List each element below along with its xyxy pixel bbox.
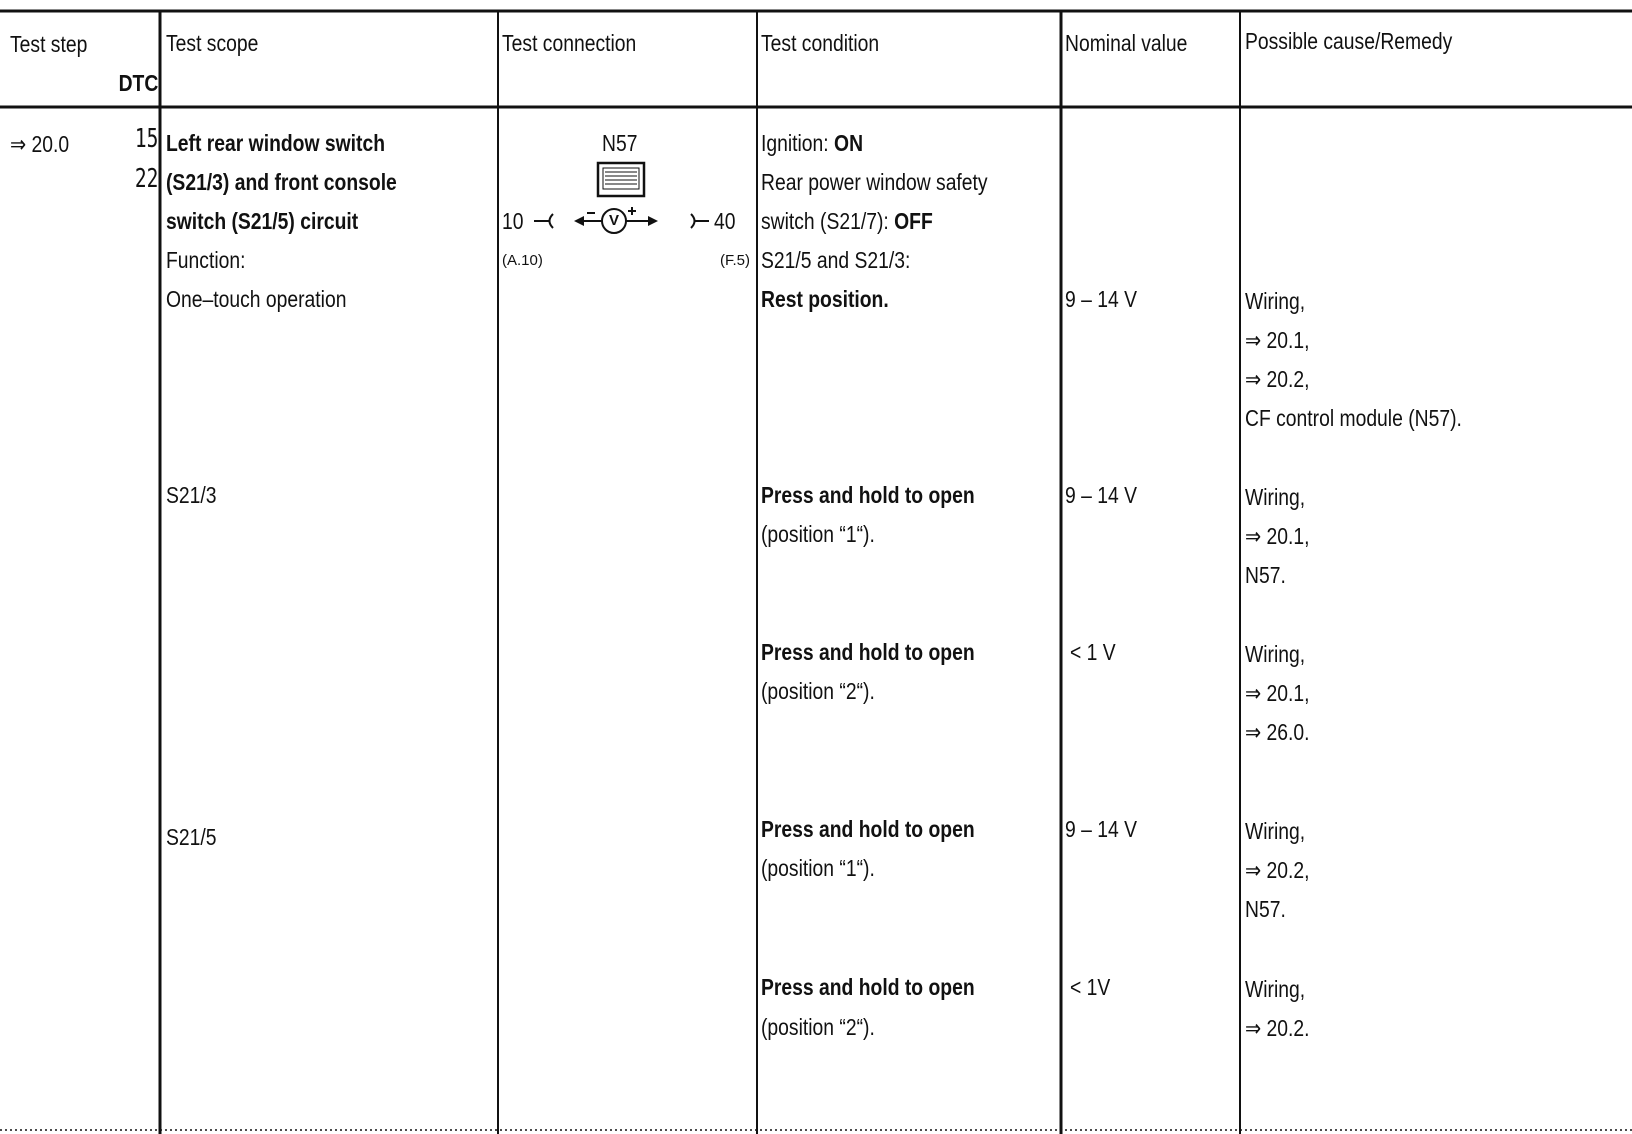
- remedy-row-2-line-1: Wiring,: [1245, 484, 1306, 510]
- nominal-value-row-1: 9 – 14 V: [1065, 286, 1137, 312]
- connection-left-pin: 10: [502, 208, 524, 234]
- scope-title-line-3: switch (S21/5) circuit: [166, 208, 359, 234]
- header-dtc: DTC: [118, 70, 158, 96]
- remedy-row-1-line-2: ⇒ 20.1,: [1245, 327, 1310, 353]
- scope-function-value: One–touch operation: [166, 286, 347, 312]
- remedy-row-4-line-1: Wiring,: [1245, 818, 1306, 844]
- header-test-scope: Test scope: [166, 30, 259, 56]
- header-test-condition: Test condition: [761, 30, 880, 56]
- remedy-row-1-line-4: CF control module (N57).: [1245, 405, 1462, 431]
- header-test-connection: Test connection: [502, 30, 637, 56]
- condition-rest-position: Rest position.: [761, 286, 889, 312]
- condition-press-open-4: Press and hold to open: [761, 974, 975, 1000]
- remedy-row-4-line-3: N57.: [1245, 896, 1286, 922]
- remedy-row-4-line-2: ⇒ 20.2,: [1245, 857, 1310, 883]
- remedy-row-5-line-2: ⇒ 20.2.: [1245, 1015, 1310, 1041]
- condition-safety-line-1: Rear power window safety: [761, 169, 988, 195]
- nominal-value-row-3: < 1 V: [1070, 639, 1116, 665]
- condition-switches: S21/5 and S21/3:: [761, 247, 911, 273]
- scope-s21-3: S21/3: [166, 482, 217, 508]
- header-test-step: Test step: [10, 31, 88, 57]
- condition-safety-line-2: switch (S21/7): OFF: [761, 208, 933, 234]
- header-nominal-value: Nominal value: [1065, 30, 1188, 56]
- condition-press-open-1: Press and hold to open: [761, 482, 975, 508]
- remedy-row-1-line-3: ⇒ 20.2,: [1245, 366, 1310, 392]
- remedy-row-3-line-2: ⇒ 20.1,: [1245, 680, 1310, 706]
- scope-title-line-2: (S21/3) and front console: [166, 169, 397, 195]
- condition-position-1: (position “1“).: [761, 521, 875, 547]
- voltmeter-symbol: V: [608, 212, 619, 229]
- scope-s21-5: S21/5: [166, 824, 217, 850]
- test-step-number: ⇒ 20.0: [10, 131, 70, 157]
- connection-left-sub: (A.10): [502, 252, 543, 269]
- connection-right-pin: 40: [714, 208, 736, 234]
- scope-title-line-1: Left rear window switch: [166, 130, 386, 156]
- dtc-code-22: 22: [134, 164, 158, 194]
- condition-position-3: (position “1“).: [761, 855, 875, 881]
- condition-position-2: (position “2“).: [761, 678, 875, 704]
- connection-module-label: N57: [602, 130, 638, 156]
- remedy-row-2-line-2: ⇒ 20.1,: [1245, 523, 1310, 549]
- condition-position-4: (position “2“).: [761, 1014, 875, 1040]
- nominal-value-row-5: < 1V: [1070, 974, 1111, 1000]
- nominal-value-row-2: 9 – 14 V: [1065, 482, 1137, 508]
- header-possible-cause: Possible cause/Remedy: [1245, 28, 1453, 54]
- nominal-value-row-4: 9 – 14 V: [1065, 816, 1137, 842]
- remedy-row-5-line-1: Wiring,: [1245, 976, 1306, 1002]
- remedy-row-3-line-3: ⇒ 26.0.: [1245, 719, 1310, 745]
- condition-press-open-2: Press and hold to open: [761, 639, 975, 665]
- remedy-row-2-line-3: N57.: [1245, 562, 1286, 588]
- scope-function-label: Function:: [166, 247, 246, 273]
- remedy-row-1-line-1: Wiring,: [1245, 288, 1306, 314]
- condition-press-open-3: Press and hold to open: [761, 816, 975, 842]
- connection-right-sub: (F.5): [720, 252, 750, 269]
- condition-ignition: Ignition: ON: [761, 130, 864, 156]
- dtc-code-15: 15: [134, 124, 158, 154]
- remedy-row-3-line-1: Wiring,: [1245, 641, 1306, 667]
